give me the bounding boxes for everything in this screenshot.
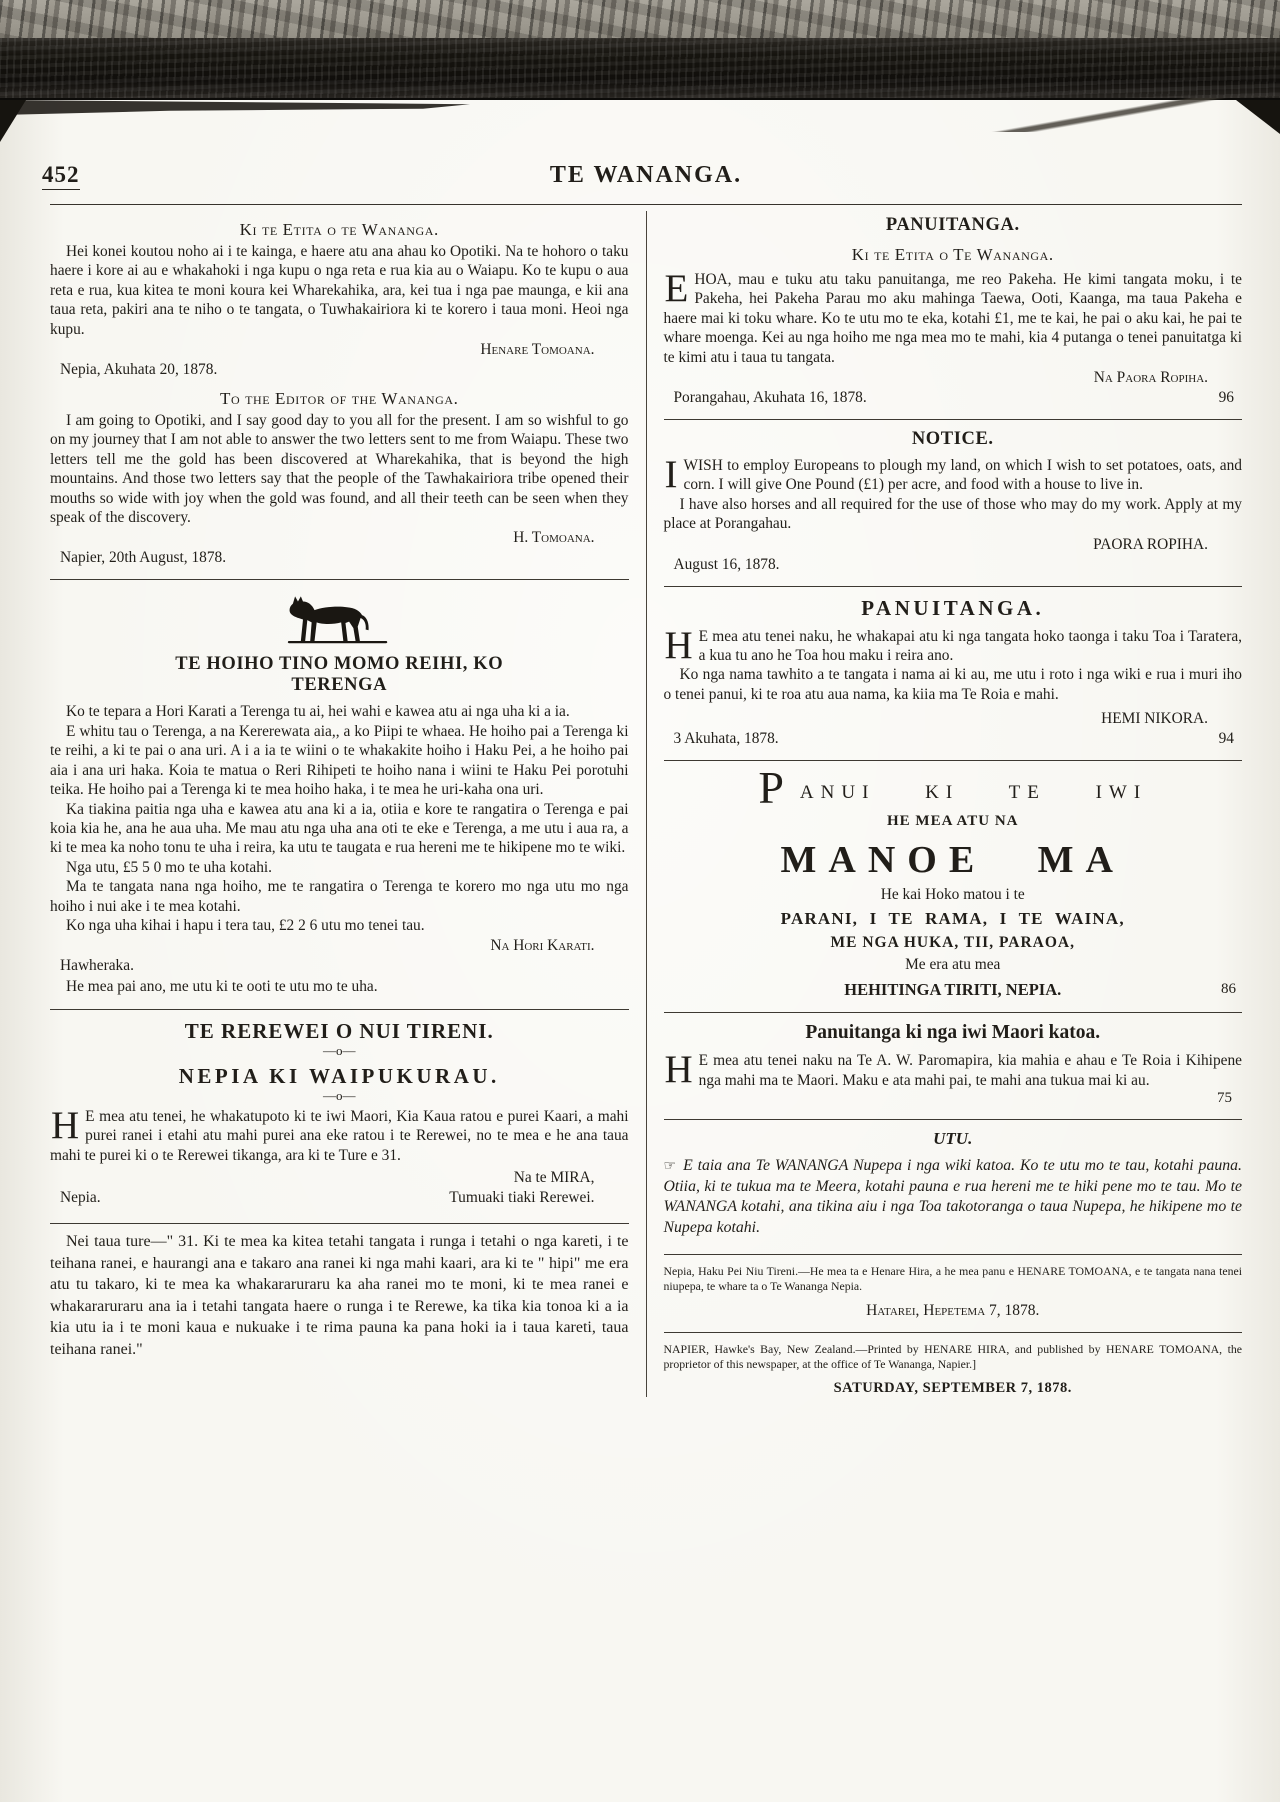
panuitanga1-body: [663, 267, 1243, 367]
panuitanga2-dropcap: H: [664, 623, 693, 667]
panuitanga2-ad-number: 94: [1218, 730, 1234, 748]
left-column: [50, 211, 646, 1397]
panuitanga1-dateline: Porangahau, Akuhata 16, 1878.: [673, 389, 867, 407]
section-rule: [664, 1012, 1243, 1013]
horse-advert: [50, 589, 629, 996]
paromapira-dropcap: H: [664, 1048, 693, 1092]
panuitanga2-body: [664, 623, 1243, 667]
horse-signature: Na Hori Karati.: [490, 937, 595, 955]
railway-body-text: E mea atu tenei, he whakatupoto ki te iwi Maori, Kia Kaua ratou e purei Kaari, a mahi purei ranei i etahi atu mahi purei ana eke ratou i te Rerewei, no te mea e he ana taua mahi te purei ki o te Rerewei tikanga, ara ki te Ture e 31.: [50, 1107, 629, 1164]
panuitanga2-body-text: E mea atu tenei naku, he whakapai atu ki nga tangata hoko taonga i taku Toa i Taratera, a kua tu ano he Toa hou maku i reira ano.: [698, 627, 1242, 665]
letter-maori: [50, 220, 629, 379]
two-column-layout: [50, 211, 1242, 1397]
panuitanga1-ad-number: 96: [1218, 389, 1234, 407]
letter-english-dateline: Napier, 20th August, 1878.: [60, 549, 227, 567]
colophon-maori-dateline: Hatarei, Hepetema 7, 1878.: [866, 1301, 1040, 1319]
panuitanga2-dateline-row: [674, 730, 1243, 748]
horse-heading-line2: TERENGA: [291, 675, 388, 696]
section-rule: [664, 1332, 1243, 1333]
railway-place: Nepia.: [60, 1188, 101, 1206]
horse-para-1: Ko te tepara a Hori Karati a Terenga tu ai, hei wahi e kawea atu ai nga uha ki a ia.: [66, 703, 570, 721]
notice-body-text: WISH to employ Europeans to plough my land, on which I wish to set potatoes, oats, and corn. I will give One Pound (£1) per acre, and food with a house to live in.: [683, 457, 1242, 494]
ornament-divider: —o—: [323, 1087, 356, 1103]
railway-signature-2: Tumuaki tiaki Rerewei.: [449, 1188, 595, 1206]
paromapira-body-text: E mea atu tenei naku na Te A. W. Paromapira, kia mahia e ahau e Te Roia i Kihipene nga mahi ma te Maori. Maku e ata mahi pai, te mahi ana tukua mai ki au.: [698, 1052, 1242, 1089]
scan-dark-bar: [0, 38, 1280, 100]
utu-body-text: E taia ana Te WANANGA Nupepa i nga wiki katoa. Ko te utu mo te tau, kotahi pauna. Otiia, ki te tukua ma te Meera, kotahi pauna e rua hereni me te hiki pene mo te tau. Mo te WANANGA kotahi, ana tikina aiu i nga Toa takotoranga o taua Nupepa, he hikipene mo te Nupepa kotahi.: [663, 1156, 1242, 1236]
manoe-ad-number: 86: [1221, 981, 1236, 998]
colophon-english-dateline: SATURDAY, SEPTEMBER 7, 1878.: [833, 1380, 1072, 1397]
paromapira-heading: Panuitanga ki nga iwi Maori katoa.: [805, 1022, 1101, 1044]
page-number: 452: [42, 162, 80, 190]
letter-english-heading: To the Editor of the Wananga.: [219, 389, 459, 409]
panuitanga2-heading: PANUITANGA.: [861, 595, 1045, 620]
railway-rule-31-text: Nei taua ture—" 31. Ki te mea ka kitea tetahi tangata i runga i tetahi o nga kareti, i te teihana ranei, e haurangi ana e takaro ana ranei ki nga mahi kaari, ara ki te " hipi" me era atu tu takaro, ki te mea ka whakararuraru ka aha ranei mo te moni, ki te mea ranei e whakararuraru ana ia i tetahi tangata haere o runga i te Rerewe, ka tika kia tonoa ki a ia kia utu ia i te moni kaua e nukuake i te rima pauna ka pana hoki ia i taua kareti, taua teihana ranei.": [50, 1232, 629, 1358]
letter-maori-body: Hei konei koutou noho ai i te kainga, e haere atu ana ahau ko Opotiki. Na te hohoro o taku haere i kore ai au e whakahoki i nga kupu o nga reta e rua kia au o Waiapu. Ko te kupu o aua reta e rua, kua kitea te moni koura kei Wharekahika, ara, kei tua i nga pae maunga, e kii ana taua reta, pakiri ana te niho o te tangata, o Tuwhakairiora ki te korero i taua moni. Heoi nga kupu.: [50, 243, 629, 338]
colophon-maori-body: Nepia, Haku Pei Niu Tireni.—He mea ta e Henare Hira, a he mea panu e HENARE TOMOANA, e te tangata nana tenei niupepa, te whare ta o Te Wananga Nepia.: [663, 1264, 1242, 1294]
notice-signature: PAORA ROPIHA.: [1093, 535, 1208, 553]
horse-illustration: [50, 589, 629, 652]
page-header: [42, 158, 1242, 204]
header-rule: [50, 204, 1242, 205]
panuitanga-advert-1: [664, 215, 1243, 407]
horse-place: Hawheraka.: [60, 957, 134, 975]
notice-body: [664, 453, 1243, 497]
manoe-line-he-kai-hoko: He kai Hoko matou i te: [880, 886, 1025, 904]
panui-dropcap: P: [758, 762, 784, 814]
scan-artifact-band: [0, 0, 1280, 150]
horse-para-5: Ma te tangata nana nga hoiho, me te rangatira o Terenga te korero mo nga utu mo nga hoiho i nui ake i te mea kotahi.: [50, 878, 629, 915]
horse-advert-heading: [50, 654, 629, 696]
railway-dropcap: H: [51, 1103, 80, 1147]
notice-dropcap: I: [664, 453, 678, 497]
utu-heading: UTU.: [933, 1128, 973, 1148]
letter-maori-signature: Henare Tomoana.: [480, 341, 595, 359]
letter-english-body: I am going to Opotiki, and I say good day to you all for the present. I am so wishful to go on my journey that I am not able to answer the two letters sent to me from Waiapu. These two letters tell me the gold has been discovered at Wharekahika, that is beyond the high mountains. And those two letters say that the people of the Tawhakairiora tribe opened their mouths so wide with joy when the gold was found, and all their teeth can be seen when they speak of the discovery.: [50, 412, 629, 527]
manoe-line-he-mea-atu-na: HE MEA ATU NA: [887, 813, 1019, 830]
letter-english-signature: H. Tomoana.: [513, 529, 595, 547]
section-rule: [664, 586, 1243, 587]
letter-maori-dateline: Nepia, Akuhata 20, 1878.: [60, 361, 218, 379]
manoe-address-row: [664, 980, 1243, 1000]
manoe-address: HEHITINGA TIRITI, NEPIA.: [844, 980, 1062, 1000]
section-rule: [50, 1223, 629, 1224]
ornament-divider: —o—: [323, 1042, 356, 1058]
section-rule: [664, 1254, 1243, 1255]
panuitanga2-signature: HEMI NIKORA.: [1101, 710, 1208, 728]
panui-ki-te-iwi-heading: [664, 762, 1243, 814]
paromapira-body: [664, 1048, 1243, 1092]
panuitanga2-body-2: Ko nga nama tawhito a te tangata i nama ai ki au, me utu i roto i nga wiki e rua i muri iho o tenei panui, ki te roa atu aua nama, ka kiia ma Te Roia e mahi.: [663, 666, 1242, 703]
colophon-maori: [664, 1264, 1243, 1320]
scan-tear-wedge: [0, 100, 470, 115]
panui-heading-rest: ANUI KI TE IWI: [799, 782, 1148, 804]
section-rule: [50, 579, 629, 580]
horse-para-2: E whitu tau o Terenga, a na Kererewata aia,, a ko Piipi te whaea. He hoiho pai a Terenga ki te reihi, a ki te pai o ana uri. A i a ia te wiini o te whakakite hoiho i Haku Pei, a he hoiho pai aia i ana uri haka. Koia te matua o Reri Rihipeti te hoiho nana i wiini te Haku Pei porotuhi teika. He hoiho pai a Terenga ki te mea hoiho haka, i te mea he uri-kaha ona uri.: [50, 722, 629, 799]
panuitanga1-dropcap: E: [664, 267, 689, 310]
notice-heading: NOTICE.: [911, 429, 994, 450]
right-column: [647, 211, 1243, 1397]
railway-heading-1: TE REREWEI O NUI TIRENI.: [184, 1018, 494, 1043]
newspaper-page: [42, 158, 1242, 1397]
railway-signature-1: Na te MIRA,: [513, 1168, 595, 1186]
manoe-ma-advert: [664, 762, 1243, 1000]
manoe-ma-name: MANOE MA: [780, 839, 1125, 882]
horse-note: He mea pai ano, me utu ki te ooti te utu mo te uha.: [66, 978, 378, 996]
railway-signature-row: [60, 1189, 629, 1207]
horse-para-6: Ko nga uha kihai i hapu i tera tau, £2 2 6 utu mo tenei tau.: [66, 916, 425, 934]
panuitanga-advert-2: [664, 596, 1243, 749]
notice-body-2: I have also horses and all required for the use of those who may do my work. Apply at my place at Porangahau.: [663, 495, 1242, 533]
utu-paragraph: [664, 1156, 1243, 1238]
panuitanga1-subheading: Ki te Etita o Te Wananga.: [851, 245, 1054, 264]
manoe-line-huka: ME NGA HUKA, TII, PARAOA,: [830, 934, 1075, 952]
letter-maori-heading: Ki te Etita o te Wananga.: [239, 220, 439, 239]
panuitanga1-heading: PANUITANGA.: [885, 215, 1020, 235]
masthead-title: TE WANANGA.: [549, 162, 743, 188]
railway-heading-2: NEPIA KI WAIPUKURAU.: [178, 1063, 500, 1088]
section-rule: [664, 1119, 1243, 1120]
section-rule: [664, 419, 1243, 420]
railway-body: [50, 1103, 629, 1165]
manoe-line-me-era: Me era atu mea: [905, 956, 1001, 974]
panuitanga1-signature: Na Paora Ropiha.: [1093, 369, 1208, 387]
manoe-line-parani: PARANI, I TE RAMA, I TE WAINA,: [780, 909, 1125, 929]
notice-english: [664, 429, 1243, 574]
panuitanga1-body-text: HOA, mau e tuku atu taku panuitanga, me reo Pakeha. He kimi tangata moku, i te Pakeha, hei Pakeha Parau mo aku mahinga Taewa, Ooti, Kaanga, ma taua Pakeha e haere mai ki toku whare. Ko te utu mo te eka, kotahi £1, me te kai, he pai o aku kai, he pai te whare moenga. Kei au nga hoiho me nga mea mo te mahi, kia 4 putanga o tenei panuitatga ki te kimi atu i taua tu tangata.: [663, 271, 1242, 366]
paromapira-ad-number: 75: [1217, 1089, 1232, 1106]
letter-english: [50, 389, 629, 567]
horse-para-4: Nga utu, £5 5 0 mo te uha kotahi.: [66, 858, 273, 876]
utu-subscription-notice: [664, 1129, 1243, 1238]
scan-scratch-right: [970, 98, 1250, 132]
horse-heading-line1: TE HOIHO TINO MOMO REIHI, KO: [175, 654, 504, 675]
pointing-hand-icon: ☞: [663, 1157, 677, 1174]
paromapira-advert: [664, 1022, 1243, 1107]
colophon-english-body: NAPIER, Hawke's Bay, New Zealand.—Printed by HENARE HIRA, and published by HENARE TOMOANA, the proprietor of this newspaper, at the office of Te Wananga, Napier.]: [663, 1341, 1242, 1372]
section-rule: [664, 760, 1243, 761]
notice-dateline: August 16, 1878.: [673, 555, 780, 573]
panuitanga2-dateline: 3 Akuhata, 1878.: [673, 730, 779, 748]
railway-notice: [50, 1019, 629, 1361]
section-rule: [50, 1009, 629, 1010]
colophon-english: [664, 1342, 1243, 1398]
panuitanga1-dateline-row: [674, 389, 1243, 407]
horse-para-3: Ka tiakina paitia nga uha e kawea atu ana ki a ia, otiia e kore te rangatira o Terenga e pai koia kia he, ana he aua uha. Me mau atu nga uha ana oti te eke e Terenga, a me utu i aua ra, a ki te mea ka noho tonu te uha i reira, ka utu te taugata e rua hereni me te hikipene mo te wiki.: [50, 800, 629, 857]
